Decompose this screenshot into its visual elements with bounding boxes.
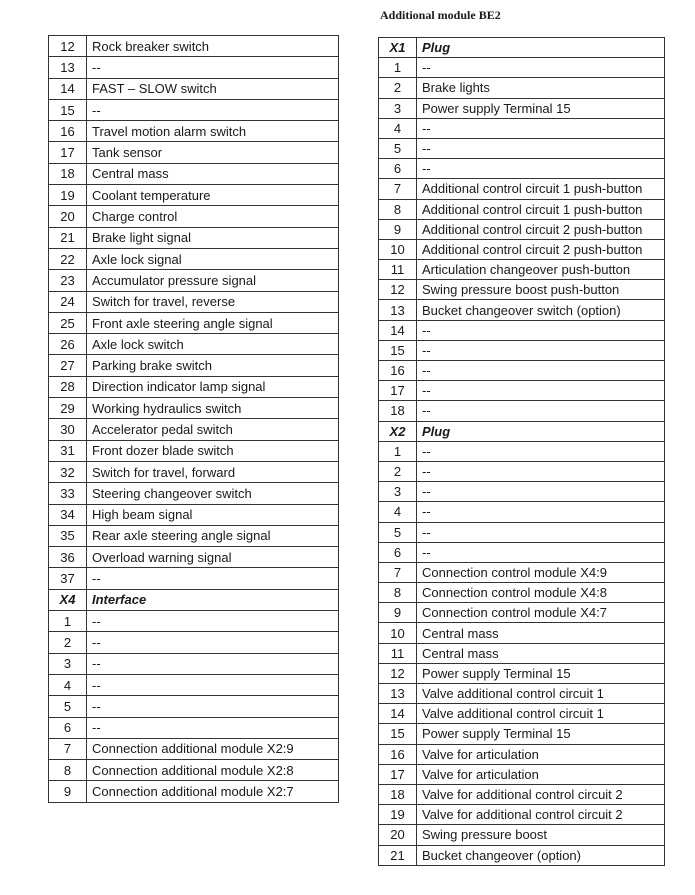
pin-description: --: [87, 653, 339, 674]
pin-number: 20: [379, 825, 417, 845]
table-row: [49, 355, 339, 376]
pin-number: 23: [49, 270, 87, 291]
pin-number: 9: [379, 219, 417, 239]
pin-number: 34: [49, 504, 87, 525]
table-row: [49, 461, 339, 482]
pin-number: 5: [379, 138, 417, 158]
table-row: [49, 525, 339, 546]
pin-description: --: [417, 441, 665, 461]
pin-description: --: [417, 502, 665, 522]
pin-number: 2: [49, 632, 87, 653]
pin-number: 1: [379, 441, 417, 461]
pin-number: 21: [379, 845, 417, 865]
table-row: [49, 142, 339, 163]
pin-description: --: [417, 461, 665, 481]
table-row: [49, 398, 339, 419]
pin-description: --: [87, 717, 339, 738]
pin-number: 14: [49, 78, 87, 99]
pin-description: Power supply Terminal 15: [417, 663, 665, 683]
table-row: [49, 547, 339, 568]
pin-number: 8: [49, 760, 87, 781]
pin-number: 4: [379, 502, 417, 522]
pin-description: Rear axle steering angle signal: [87, 525, 339, 546]
pin-description: Travel motion alarm switch: [87, 121, 339, 142]
pin-number: 25: [49, 312, 87, 333]
table-row: [49, 419, 339, 440]
table-row: [379, 643, 665, 663]
pin-description: Valve for additional control circuit 2: [417, 784, 665, 804]
pin-description: Brake light signal: [87, 227, 339, 248]
pin-description: --: [417, 340, 665, 360]
pin-number: 15: [379, 724, 417, 744]
pin-description: --: [417, 542, 665, 562]
pin-number: 9: [49, 781, 87, 802]
pin-number: 15: [379, 340, 417, 360]
pin-description: --: [417, 159, 665, 179]
pin-description: --: [87, 568, 339, 589]
pin-number: 35: [49, 525, 87, 546]
pin-description: --: [417, 482, 665, 502]
pin-description: --: [417, 320, 665, 340]
pin-description: Plug: [417, 421, 665, 441]
pin-description: Additional control circuit 2 push-button: [417, 219, 665, 239]
pin-description: Connection control module X4:8: [417, 583, 665, 603]
pin-number: 16: [49, 121, 87, 142]
pin-number: 14: [379, 320, 417, 340]
pin-number: 2: [379, 461, 417, 481]
pin-description: Front axle steering angle signal: [87, 312, 339, 333]
table-row: [379, 340, 665, 360]
pin-number: 2: [379, 78, 417, 98]
table-row: [49, 206, 339, 227]
pin-description: Swing pressure boost: [417, 825, 665, 845]
table-row: [379, 522, 665, 542]
pin-number: 12: [49, 36, 87, 57]
pin-number: 12: [379, 280, 417, 300]
pin-number: 7: [49, 738, 87, 759]
pin-description: Axle lock signal: [87, 248, 339, 269]
pin-number: 3: [49, 653, 87, 674]
pin-description: Connection additional module X2:9: [87, 738, 339, 759]
table-row: [379, 280, 665, 300]
right-table-body: [379, 38, 665, 866]
table-row: [379, 401, 665, 421]
pin-number: X4: [49, 589, 87, 610]
pin-description: Additional control circuit 1 push-button: [417, 179, 665, 199]
pin-description: Connection control module X4:7: [417, 603, 665, 623]
pin-number: 3: [379, 482, 417, 502]
pin-number: 7: [379, 179, 417, 199]
pin-description: Parking brake switch: [87, 355, 339, 376]
table-row: [49, 504, 339, 525]
table-row: [379, 825, 665, 845]
pin-description: Valve for articulation: [417, 764, 665, 784]
table-row: [379, 179, 665, 199]
table-row: [49, 717, 339, 738]
pin-number: 31: [49, 440, 87, 461]
pin-description: Direction indicator lamp signal: [87, 376, 339, 397]
table-row: [379, 724, 665, 744]
table-row: [379, 461, 665, 481]
table-row: [379, 744, 665, 764]
pin-number: 30: [49, 419, 87, 440]
left-pin-table: [48, 35, 339, 803]
pin-number: 6: [49, 717, 87, 738]
table-row: [379, 583, 665, 603]
table-header-row: [379, 421, 665, 441]
pin-description: Brake lights: [417, 78, 665, 98]
pin-number: 1: [49, 611, 87, 632]
pin-description: Steering changeover switch: [87, 483, 339, 504]
pin-description: Additional control circuit 2 push-button: [417, 239, 665, 259]
table-row: [49, 568, 339, 589]
table-row: [379, 58, 665, 78]
pin-number: 15: [49, 99, 87, 120]
pin-description: --: [87, 99, 339, 120]
pin-number: 3: [379, 98, 417, 118]
table-row: [49, 483, 339, 504]
pin-description: Accelerator pedal switch: [87, 419, 339, 440]
pin-description: --: [417, 401, 665, 421]
pin-description: FAST – SLOW switch: [87, 78, 339, 99]
section-heading: Additional module BE2: [380, 8, 501, 22]
pin-number: 8: [379, 583, 417, 603]
table-row: [379, 663, 665, 683]
table-row: [379, 764, 665, 784]
pin-number: 29: [49, 398, 87, 419]
pin-description: --: [417, 118, 665, 138]
pin-number: X1: [379, 38, 417, 58]
pin-description: Power supply Terminal 15: [417, 724, 665, 744]
pin-description: --: [87, 611, 339, 632]
pin-description: Charge control: [87, 206, 339, 227]
pin-description: Central mass: [417, 623, 665, 643]
pin-number: X2: [379, 421, 417, 441]
table-row: [379, 138, 665, 158]
pin-description: Additional control circuit 1 push-button: [417, 199, 665, 219]
table-row: [49, 248, 339, 269]
table-row: [379, 623, 665, 643]
table-row: [49, 78, 339, 99]
table-row: [49, 291, 339, 312]
pin-description: Bucket changeover switch (option): [417, 300, 665, 320]
pin-number: 19: [379, 805, 417, 825]
pin-description: --: [417, 522, 665, 542]
pin-number: 9: [379, 603, 417, 623]
table-row: [379, 684, 665, 704]
pin-number: 36: [49, 547, 87, 568]
table-row: [379, 118, 665, 138]
table-row: [379, 784, 665, 804]
table-row: [379, 704, 665, 724]
pin-description: Bucket changeover (option): [417, 845, 665, 865]
pin-description: Power supply Terminal 15: [417, 98, 665, 118]
table-row: [49, 653, 339, 674]
table-row: [49, 227, 339, 248]
table-row: [49, 611, 339, 632]
table-row: [379, 78, 665, 98]
pin-number: 6: [379, 542, 417, 562]
pin-number: 10: [379, 239, 417, 259]
pin-description: Front dozer blade switch: [87, 440, 339, 461]
table-row: [49, 121, 339, 142]
pin-number: 4: [49, 674, 87, 695]
pin-description: --: [417, 58, 665, 78]
table-row: [49, 57, 339, 78]
pin-number: 13: [379, 684, 417, 704]
table-row: [379, 199, 665, 219]
pin-number: 13: [49, 57, 87, 78]
pin-number: 11: [379, 260, 417, 280]
pin-description: Rock breaker switch: [87, 36, 339, 57]
pin-description: --: [87, 57, 339, 78]
table-row: [49, 632, 339, 653]
pin-number: 10: [379, 623, 417, 643]
pin-number: 27: [49, 355, 87, 376]
pin-description: High beam signal: [87, 504, 339, 525]
pin-number: 5: [379, 522, 417, 542]
table-row: [379, 300, 665, 320]
pin-number: 24: [49, 291, 87, 312]
table-row: [379, 542, 665, 562]
right-pin-table: [378, 37, 665, 866]
table-row: [49, 185, 339, 206]
pin-number: 1: [379, 58, 417, 78]
table-row: [49, 36, 339, 57]
pin-number: 19: [49, 185, 87, 206]
pin-number: 4: [379, 118, 417, 138]
table-row: [49, 696, 339, 717]
pin-number: 17: [379, 764, 417, 784]
pin-description: Central mass: [417, 643, 665, 663]
pin-description: Accumulator pressure signal: [87, 270, 339, 291]
pin-number: 5: [49, 696, 87, 717]
pin-number: 28: [49, 376, 87, 397]
table-row: [49, 440, 339, 461]
table-row: [379, 320, 665, 340]
pin-description: Swing pressure boost push-button: [417, 280, 665, 300]
pin-number: 17: [379, 381, 417, 401]
pin-number: 11: [379, 643, 417, 663]
pin-number: 32: [49, 461, 87, 482]
pin-description: Working hydraulics switch: [87, 398, 339, 419]
pin-description: Axle lock switch: [87, 334, 339, 355]
pin-description: --: [87, 632, 339, 653]
table-row: [49, 781, 339, 802]
pin-number: 8: [379, 199, 417, 219]
table-row: [379, 239, 665, 259]
pin-description: --: [87, 674, 339, 695]
pin-description: Plug: [417, 38, 665, 58]
pin-description: Connection additional module X2:7: [87, 781, 339, 802]
pin-description: Valve additional control circuit 1: [417, 704, 665, 724]
pin-number: 12: [379, 663, 417, 683]
pin-description: Valve for additional control circuit 2: [417, 805, 665, 825]
pin-description: --: [417, 361, 665, 381]
pin-description: --: [417, 381, 665, 401]
pin-number: 6: [379, 159, 417, 179]
table-header-row: [49, 589, 339, 610]
pin-number: 16: [379, 361, 417, 381]
pin-number: 16: [379, 744, 417, 764]
pin-number: 17: [49, 142, 87, 163]
pin-number: 22: [49, 248, 87, 269]
table-row: [49, 376, 339, 397]
table-row: [379, 159, 665, 179]
table-row: [379, 805, 665, 825]
pin-number: 37: [49, 568, 87, 589]
table-row: [49, 312, 339, 333]
table-row: [379, 502, 665, 522]
table-header-row: [379, 38, 665, 58]
pin-description: Overload warning signal: [87, 547, 339, 568]
pin-number: 33: [49, 483, 87, 504]
table-row: [379, 361, 665, 381]
pin-description: Coolant temperature: [87, 185, 339, 206]
pin-number: 13: [379, 300, 417, 320]
left-table-body: [49, 36, 339, 803]
table-row: [379, 482, 665, 502]
pin-description: Valve additional control circuit 1: [417, 684, 665, 704]
pin-number: 14: [379, 704, 417, 724]
table-row: [49, 163, 339, 184]
pin-number: 21: [49, 227, 87, 248]
table-row: [49, 738, 339, 759]
pin-number: 26: [49, 334, 87, 355]
pin-description: Connection additional module X2:8: [87, 760, 339, 781]
table-row: [379, 562, 665, 582]
table-row: [49, 270, 339, 291]
pin-description: Interface: [87, 589, 339, 610]
table-row: [379, 260, 665, 280]
pin-description: Central mass: [87, 163, 339, 184]
table-row: [49, 334, 339, 355]
pin-description: Switch for travel, forward: [87, 461, 339, 482]
table-row: [49, 99, 339, 120]
pin-number: 18: [379, 784, 417, 804]
pin-number: 18: [49, 163, 87, 184]
table-row: [379, 219, 665, 239]
table-row: [379, 603, 665, 623]
pin-number: 18: [379, 401, 417, 421]
table-row: [379, 441, 665, 461]
pin-description: Tank sensor: [87, 142, 339, 163]
pin-description: Connection control module X4:9: [417, 562, 665, 582]
table-row: [379, 381, 665, 401]
table-row: [379, 98, 665, 118]
pin-description: Valve for articulation: [417, 744, 665, 764]
pin-description: Articulation changeover push-button: [417, 260, 665, 280]
pin-description: Switch for travel, reverse: [87, 291, 339, 312]
table-row: [49, 760, 339, 781]
table-row: [379, 845, 665, 865]
pin-number: 7: [379, 562, 417, 582]
pin-description: --: [87, 696, 339, 717]
pin-number: 20: [49, 206, 87, 227]
table-row: [49, 674, 339, 695]
pin-description: --: [417, 138, 665, 158]
